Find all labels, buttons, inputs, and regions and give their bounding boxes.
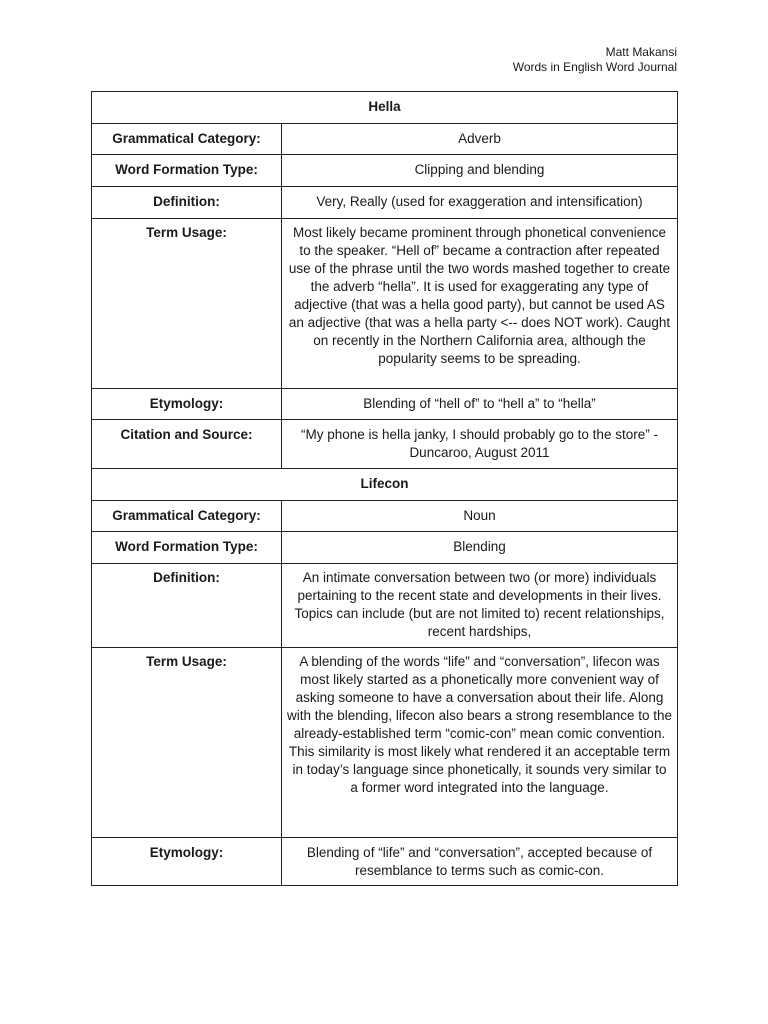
word-formation-value: Blending xyxy=(282,532,678,564)
definition-label: Definition: xyxy=(92,187,282,219)
word-journal-table xyxy=(91,91,678,886)
etymology-label: Etymology: xyxy=(92,389,282,420)
grammatical-category-label: Grammatical Category: xyxy=(92,501,282,532)
grammatical-category-value: Noun xyxy=(282,501,678,532)
term-usage-value: A blending of the words “life” and “conversation”, lifecon was most likely started as a phonetically more convenient way of asking someone to have a conversation about their life. Along with the blending, lifecon also bears a strong resemblance to the already-established term “comic-con” mean comic convention. This similarity is most likely what rendered it an acceptable term in today’s language since phonetically, it sounds very similar to a former word integrated into the language. xyxy=(282,648,678,838)
author-name: Matt Makansi xyxy=(605,45,677,59)
table-row xyxy=(92,648,678,838)
entry-title-row xyxy=(92,469,678,501)
table-row xyxy=(92,219,678,389)
word-formation-value: Clipping and blending xyxy=(282,155,678,187)
term-usage-label: Term Usage: xyxy=(92,219,282,389)
term-usage-value: Most likely became prominent through phonetical convenience to the speaker. “Hell of” became a contraction after repeated use of the phrase until the two words mashed together to create the adverb “hella”. It is used for exaggerating any type of adjective (that was a hella good party), but cannot be used AS an adjective (that was a hella party <-- does NOT work). Caught on recently in the Northern California area, although the popularity seems to be spreading. xyxy=(282,219,678,389)
citation-label: Citation and Source: xyxy=(92,420,282,469)
etymology-label: Etymology: xyxy=(92,838,282,886)
entry-word: Lifecon xyxy=(92,469,678,501)
table-row xyxy=(92,420,678,469)
table-row xyxy=(92,155,678,187)
table-row xyxy=(92,187,678,219)
entry-word: Hella xyxy=(92,92,678,124)
grammatical-category-label: Grammatical Category: xyxy=(92,124,282,155)
etymology-value: Blending of “life” and “conversation”, accepted because of resemblance to terms such as comic-con. xyxy=(282,838,678,886)
table-row xyxy=(92,564,678,648)
definition-value: Very, Really (used for exaggeration and intensification) xyxy=(282,187,678,219)
journal-title: Words in English Word Journal xyxy=(512,60,677,74)
etymology-value: Blending of “hell of” to “hell a” to “hella” xyxy=(282,389,678,420)
word-formation-label: Word Formation Type: xyxy=(92,155,282,187)
entry-title-row xyxy=(92,92,678,124)
table-row xyxy=(92,838,678,886)
table-row xyxy=(92,124,678,155)
table-row xyxy=(92,532,678,564)
table-row xyxy=(92,389,678,420)
definition-label: Definition: xyxy=(92,564,282,648)
term-usage-label: Term Usage: xyxy=(92,648,282,838)
page-header xyxy=(513,45,677,75)
table-row xyxy=(92,501,678,532)
definition-value: An intimate conversation between two (or more) individuals pertaining to the recent state and developments in their lives. Topics can include (but are not limited to) recent relationships, recent hardships, xyxy=(282,564,678,648)
grammatical-category-value: Adverb xyxy=(282,124,678,155)
word-formation-label: Word Formation Type: xyxy=(92,532,282,564)
citation-value: “My phone is hella janky, I should probably go to the store” - Duncaroo, August 2011 xyxy=(282,420,678,469)
